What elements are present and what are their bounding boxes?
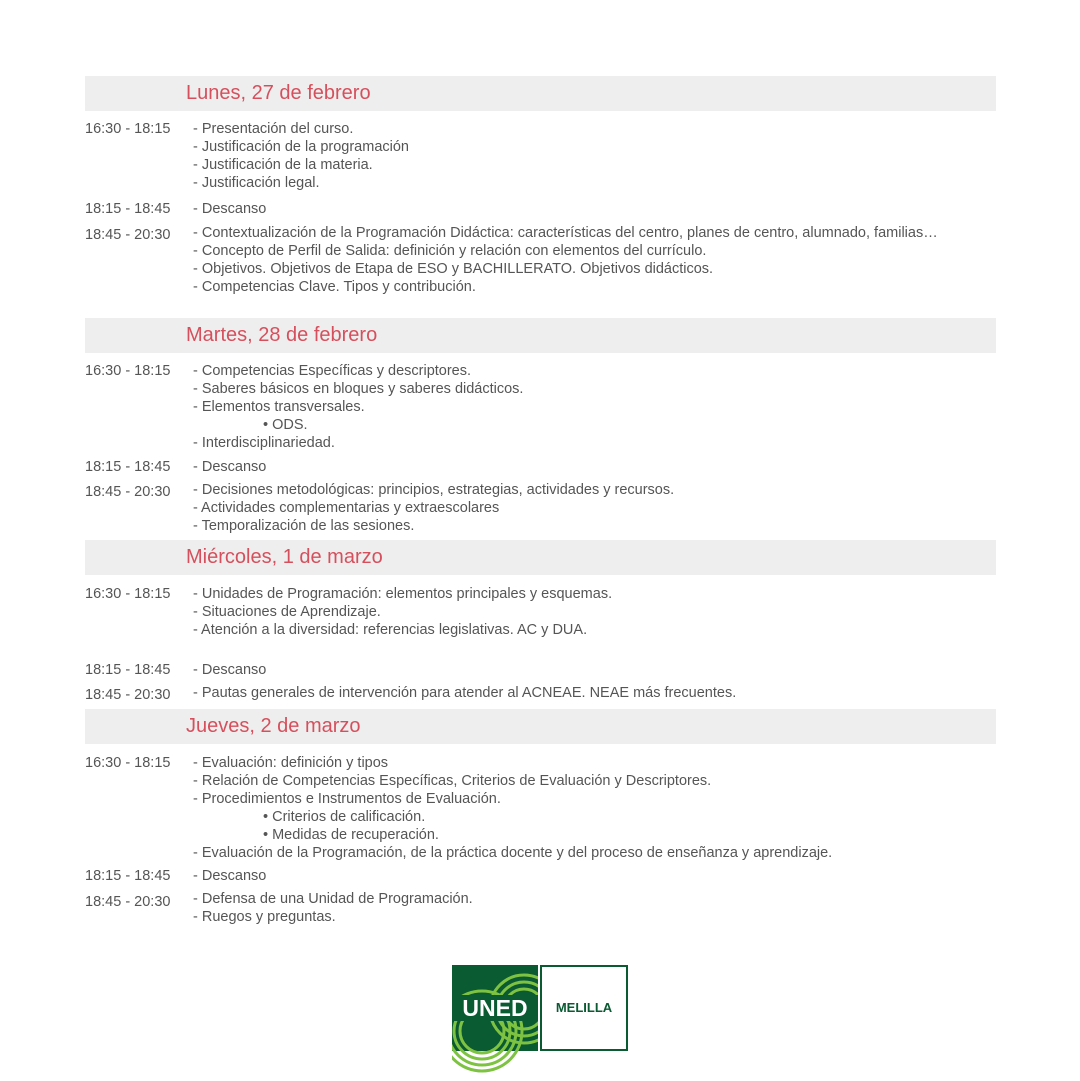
session-time: 18:45 - 20:30	[85, 687, 171, 703]
agenda-item: - Atención a la diversidad: referencias legislativas. AC y DUA.	[193, 622, 588, 638]
agenda-subitem: • Medidas de recuperación.	[263, 827, 439, 843]
session-time: 18:15 - 18:45	[85, 662, 171, 678]
day-title: Jueves, 2 de marzo	[186, 715, 361, 737]
session-items	[193, 481, 674, 535]
logo-campus-text: MELILLA	[555, 1000, 613, 1015]
day-title: Miércoles, 1 de marzo	[186, 546, 383, 568]
agenda-item: - Descanso	[193, 459, 267, 475]
agenda-item: - Justificación legal.	[193, 175, 320, 191]
agenda-item: - Concepto de Perfil de Salida: definición y relación con elementos del currículo.	[193, 243, 707, 259]
agenda-item: - Competencias Clave. Tipos y contribución.	[193, 279, 476, 295]
agenda-item: - Evaluación de la Programación, de la práctica docente y del proceso de enseñanza y aprendizaje.	[193, 845, 833, 861]
agenda-item: - Decisiones metodológicas: principios, estrategias, actividades y recursos.	[193, 482, 675, 498]
uned-melilla-logo	[452, 965, 628, 1075]
session-time: 16:30 - 18:15	[85, 755, 171, 771]
agenda-item: - Ruegos y preguntas.	[193, 909, 336, 925]
day-title: Lunes, 27 de febrero	[186, 82, 371, 104]
day-header-wednesday	[85, 540, 996, 575]
agenda-item: - Justificación de la programación	[193, 139, 409, 155]
session-items	[193, 200, 266, 218]
session-items	[193, 661, 266, 679]
session-items	[193, 458, 266, 476]
agenda-item: - Saberes básicos en bloques y saberes didácticos.	[193, 381, 524, 397]
agenda-subitem: • ODS.	[263, 417, 308, 433]
session-time: 18:15 - 18:45	[85, 201, 171, 217]
agenda-item: - Defensa de una Unidad de Programación.	[193, 891, 473, 907]
agenda-item: - Elementos transversales.	[193, 399, 365, 415]
agenda-item: - Temporalización de las sesiones.	[193, 518, 415, 534]
session-items	[193, 867, 266, 885]
session-items	[193, 684, 736, 702]
agenda-item: - Unidades de Programación: elementos principales y esquemas.	[193, 586, 613, 602]
agenda-item: - Presentación del curso.	[193, 121, 354, 137]
agenda-item: - Pautas generales de intervención para atender al ACNEAE. NEAE más frecuentes.	[193, 685, 737, 701]
session-time: 16:30 - 18:15	[85, 586, 171, 602]
agenda-item: - Objetivos. Objetivos de Etapa de ESO y BACHILLERATO. Objetivos didácticos.	[193, 261, 714, 277]
session-time: 16:30 - 18:15	[85, 121, 171, 137]
agenda-item: - Evaluación: definición y tipos	[193, 755, 389, 771]
agenda-item: - Descanso	[193, 868, 267, 884]
session-items	[193, 224, 938, 296]
agenda-item: - Relación de Competencias Específicas, Criterios de Evaluación y Descriptores.	[193, 773, 712, 789]
session-items	[193, 585, 612, 639]
logo-brand-text: UNED	[462, 995, 528, 1021]
agenda-item: - Situaciones de Aprendizaje.	[193, 604, 381, 620]
session-time: 18:45 - 20:30	[85, 894, 171, 910]
agenda-item: - Competencias Específicas y descriptores.	[193, 363, 472, 379]
session-time: 18:15 - 18:45	[85, 459, 171, 475]
agenda-item: - Descanso	[193, 201, 267, 217]
uned-50-logo-icon	[452, 965, 628, 1075]
day-header-monday	[85, 76, 996, 111]
session-time: 18:45 - 20:30	[85, 484, 171, 500]
agenda-subitem: • Criterios de calificación.	[263, 809, 426, 825]
agenda-item: - Contextualización de la Programación Didáctica: características del centro, planes de centro, alumnado, familias…	[193, 225, 938, 241]
session-time: 16:30 - 18:15	[85, 363, 171, 379]
session-items	[193, 362, 523, 452]
session-time: 18:15 - 18:45	[85, 868, 171, 884]
agenda-item: - Actividades complementarias y extraescolares	[193, 500, 500, 516]
session-items	[193, 754, 832, 862]
session-items	[193, 890, 473, 926]
agenda-item: - Interdisciplinariedad.	[193, 435, 335, 451]
session-time: 18:45 - 20:30	[85, 227, 171, 243]
day-header-tuesday	[85, 318, 996, 353]
agenda-item: - Justificación de la materia.	[193, 157, 373, 173]
agenda-item: - Descanso	[193, 662, 267, 678]
day-title: Martes, 28 de febrero	[186, 324, 378, 346]
day-header-thursday	[85, 709, 996, 744]
agenda-item: - Procedimientos e Instrumentos de Evaluación.	[193, 791, 501, 807]
session-items	[193, 120, 409, 192]
